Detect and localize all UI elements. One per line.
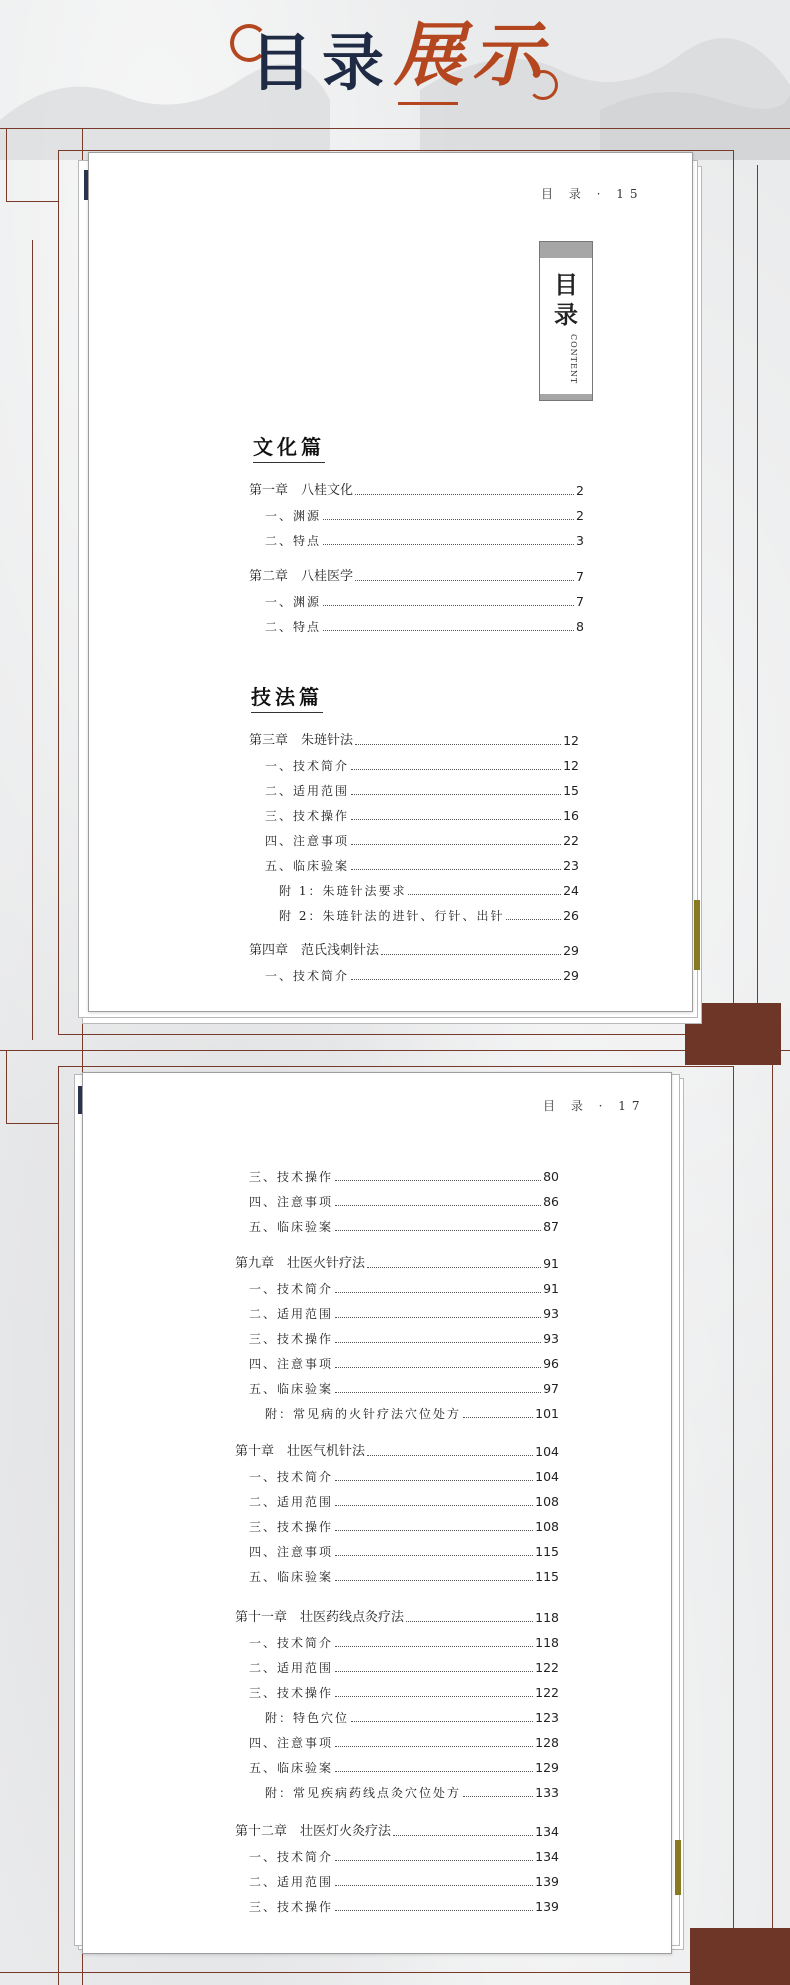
toc-entry-page: 97 <box>543 1381 559 1396</box>
toc-entry-page: 87 <box>543 1219 559 1234</box>
toc-entry[interactable] <box>249 1685 559 1701</box>
toc-entry-page: 93 <box>543 1331 559 1346</box>
toc-entry[interactable] <box>249 483 584 499</box>
toc-entry[interactable] <box>249 1735 559 1751</box>
toc-entry-page: 139 <box>535 1874 559 1889</box>
toc-entry-text: 第十一章 壮医药线点灸疗法 <box>235 1610 405 1625</box>
toc-entry[interactable] <box>249 1219 559 1235</box>
toc-entry-text: 附 2：朱琏针法的进针、行针、出针 <box>279 909 505 923</box>
toc-entry-text: 一、技术简介 <box>249 1636 334 1650</box>
toc-entry-page: 129 <box>535 1760 559 1775</box>
page2-right-tab <box>675 1840 681 1895</box>
toc-entry-text: 一、技术简介 <box>265 969 350 983</box>
toc-entry-page: 122 <box>535 1660 559 1675</box>
toc-entry-text: 二、特点 <box>265 534 322 548</box>
toc-entry-page: 128 <box>535 1735 559 1750</box>
toc-entry-text: 五、临床验案 <box>249 1220 334 1234</box>
content-label-title: 目录 <box>554 270 578 329</box>
toc-entry[interactable] <box>249 1331 559 1347</box>
content-label <box>539 241 593 401</box>
toc-entry-page: 96 <box>543 1356 559 1371</box>
toc-entry-text: 第十二章 壮医灯火灸疗法 <box>235 1824 392 1839</box>
toc-entry-page: 123 <box>535 1710 559 1725</box>
toc-entry[interactable] <box>249 1569 559 1585</box>
toc-entry[interactable] <box>265 1710 559 1726</box>
toc-entry[interactable] <box>249 1356 559 1372</box>
toc-entry[interactable] <box>265 594 584 610</box>
toc-entry[interactable] <box>265 808 579 824</box>
toc-entry-text: 一、渊源 <box>265 509 322 523</box>
toc-entry[interactable] <box>235 1610 559 1626</box>
toc-entry[interactable] <box>249 1281 559 1297</box>
toc-entry-text: 二、特点 <box>265 620 322 634</box>
toc-entry[interactable] <box>265 783 579 799</box>
toc-entry-page: 26 <box>563 908 579 923</box>
toc-entry-page: 133 <box>535 1785 559 1800</box>
toc-entry-text: 三、技术操作 <box>265 809 350 823</box>
title-char-4: 示 <box>472 13 542 96</box>
toc-entry-page: 118 <box>535 1635 559 1650</box>
toc-entry-page: 22 <box>563 833 579 848</box>
toc-entry[interactable] <box>265 1406 559 1422</box>
toc-entry[interactable] <box>249 1169 559 1185</box>
toc-entry[interactable] <box>249 1494 559 1510</box>
page1-right-tab <box>694 900 700 970</box>
title-underline <box>398 102 458 105</box>
toc-entry[interactable] <box>279 908 579 924</box>
toc-entry[interactable] <box>235 1256 559 1272</box>
toc-entry-page: 2 <box>576 483 584 498</box>
toc-entry-text: 第一章 八桂文化 <box>249 483 354 498</box>
toc-entry-page: 91 <box>543 1256 559 1271</box>
page1 <box>88 152 693 1012</box>
toc-entry-text: 附 1：朱琏针法要求 <box>279 884 407 898</box>
toc-entry-text: 五、临床验案 <box>265 859 350 873</box>
toc-entry-text: 二、适用范围 <box>265 784 350 798</box>
toc-entry[interactable] <box>265 533 584 549</box>
toc-entry-text: 附：特色穴位 <box>265 1711 350 1725</box>
toc-entry-text: 第三章 朱琏针法 <box>249 733 354 748</box>
toc-entry-text: 四、注意事项 <box>249 1545 334 1559</box>
toc-entry-page: 29 <box>563 968 579 983</box>
title-char-1: 目 <box>250 26 313 99</box>
toc-entry-page: 15 <box>563 783 579 798</box>
toc-entry-text: 一、技术简介 <box>249 1470 334 1484</box>
toc-entry[interactable] <box>249 943 579 959</box>
toc-entry[interactable] <box>249 1874 559 1890</box>
toc-entry-text: 一、技术简介 <box>249 1282 334 1296</box>
content-label-subtitle: CONTENT <box>569 334 578 385</box>
toc-entry-page: 118 <box>535 1610 559 1625</box>
toc-entry-page: 7 <box>576 569 584 584</box>
toc-entry-page: 134 <box>535 1824 559 1839</box>
toc-entry-text: 附：常见疾病药线点灸穴位处方 <box>265 1786 462 1800</box>
toc-entry[interactable] <box>249 1519 559 1535</box>
toc-entry-text: 附：常见病的火针疗法穴位处方 <box>265 1407 462 1421</box>
toc-entry[interactable] <box>279 883 579 899</box>
toc-entry[interactable] <box>235 1444 559 1460</box>
toc-entry[interactable] <box>249 1635 559 1651</box>
toc-entry-text: 四、注意事项 <box>249 1357 334 1371</box>
toc-entry-page: 16 <box>563 808 579 823</box>
toc-entry-page: 101 <box>535 1406 559 1421</box>
toc-entry-text: 四、注意事项 <box>249 1195 334 1209</box>
page2-header: 目 录 · 17 <box>543 1099 646 1113</box>
toc-entry-page: 115 <box>535 1569 559 1584</box>
toc-entry-page: 12 <box>563 733 579 748</box>
toc-entry[interactable] <box>265 968 579 984</box>
toc-entry[interactable] <box>249 569 584 585</box>
toc-entry-text: 第四章 范氏浅刺针法 <box>249 943 380 958</box>
page1-header: 目 录 · 15 <box>541 187 644 201</box>
toc-entry[interactable] <box>265 619 584 635</box>
section-title-technique: 技法篇 <box>251 681 323 713</box>
toc-entry[interactable] <box>265 858 579 874</box>
toc-entry-text: 二、适用范围 <box>249 1495 334 1509</box>
toc-entry-page: 122 <box>535 1685 559 1700</box>
toc-entry-page: 134 <box>535 1849 559 1864</box>
toc-entry-text: 二、适用范围 <box>249 1661 334 1675</box>
toc-entry-page: 29 <box>563 943 579 958</box>
toc-entry-text: 五、临床验案 <box>249 1570 334 1584</box>
toc-entry[interactable] <box>265 1785 559 1801</box>
toc-entry[interactable] <box>249 1194 559 1210</box>
toc-entry-text: 三、技术操作 <box>249 1686 334 1700</box>
toc-entry-text: 二、适用范围 <box>249 1875 334 1889</box>
toc-entry-page: 86 <box>543 1194 559 1209</box>
toc-entry-page: 12 <box>563 758 579 773</box>
toc-entry-text: 四、注意事项 <box>265 834 350 848</box>
toc-entry[interactable] <box>265 833 579 849</box>
header <box>0 0 790 140</box>
toc-entry-text: 二、适用范围 <box>249 1307 334 1321</box>
toc-entry-text: 第九章 壮医火针疗法 <box>235 1256 366 1271</box>
toc-entry[interactable] <box>249 1544 559 1560</box>
toc-entry-page: 24 <box>563 883 579 898</box>
toc-entry[interactable] <box>249 1469 559 1485</box>
toc-entry[interactable] <box>249 1306 559 1322</box>
toc-entry-text: 三、技术操作 <box>249 1332 334 1346</box>
page2 <box>82 1072 672 1954</box>
swirl-ornament-right <box>528 70 558 100</box>
toc-entry-page: 80 <box>543 1169 559 1184</box>
toc-entry-page: 108 <box>535 1494 559 1509</box>
toc-entry-text: 四、注意事项 <box>249 1736 334 1750</box>
toc-entry[interactable] <box>265 508 584 524</box>
toc-entry-page: 104 <box>535 1469 559 1484</box>
toc-entry-text: 一、技术简介 <box>265 759 350 773</box>
toc-entry-page: 108 <box>535 1519 559 1534</box>
toc-entry-text: 第十章 壮医气机针法 <box>235 1444 366 1459</box>
toc-entry-page: 2 <box>576 508 584 523</box>
toc-entry[interactable] <box>249 1660 559 1676</box>
toc-entry-text: 五、临床验案 <box>249 1382 334 1396</box>
toc-entry[interactable] <box>249 1760 559 1776</box>
toc-entry-page: 93 <box>543 1306 559 1321</box>
toc-entry-page: 8 <box>576 619 584 634</box>
toc-entry-page: 104 <box>535 1444 559 1459</box>
toc-entry[interactable] <box>249 1849 559 1865</box>
title-char-2: 录 <box>322 26 385 99</box>
title-char-3: 展 <box>394 13 464 96</box>
toc-entry[interactable] <box>249 733 579 749</box>
toc-entry-page: 91 <box>543 1281 559 1296</box>
toc-entry-page: 3 <box>576 533 584 548</box>
toc-entry[interactable] <box>249 1899 559 1915</box>
toc-entry[interactable] <box>235 1824 559 1840</box>
toc-entry-page: 7 <box>576 594 584 609</box>
toc-entry-text: 三、技术操作 <box>249 1520 334 1534</box>
toc-entry[interactable] <box>249 1381 559 1397</box>
toc-entry[interactable] <box>265 758 579 774</box>
page-title <box>230 13 570 113</box>
toc-entry-text: 三、技术操作 <box>249 1900 334 1914</box>
toc-entry-text: 第二章 八桂医学 <box>249 569 354 584</box>
section-title-culture: 文化篇 <box>253 431 325 463</box>
toc-entry-text: 五、临床验案 <box>249 1761 334 1775</box>
toc-entry-text: 一、技术简介 <box>249 1850 334 1864</box>
toc-entry-text: 三、技术操作 <box>249 1170 334 1184</box>
toc-entry-page: 115 <box>535 1544 559 1559</box>
toc-entry-page: 139 <box>535 1899 559 1914</box>
toc-entry-text: 一、渊源 <box>265 595 322 609</box>
toc-entry-page: 23 <box>563 858 579 873</box>
